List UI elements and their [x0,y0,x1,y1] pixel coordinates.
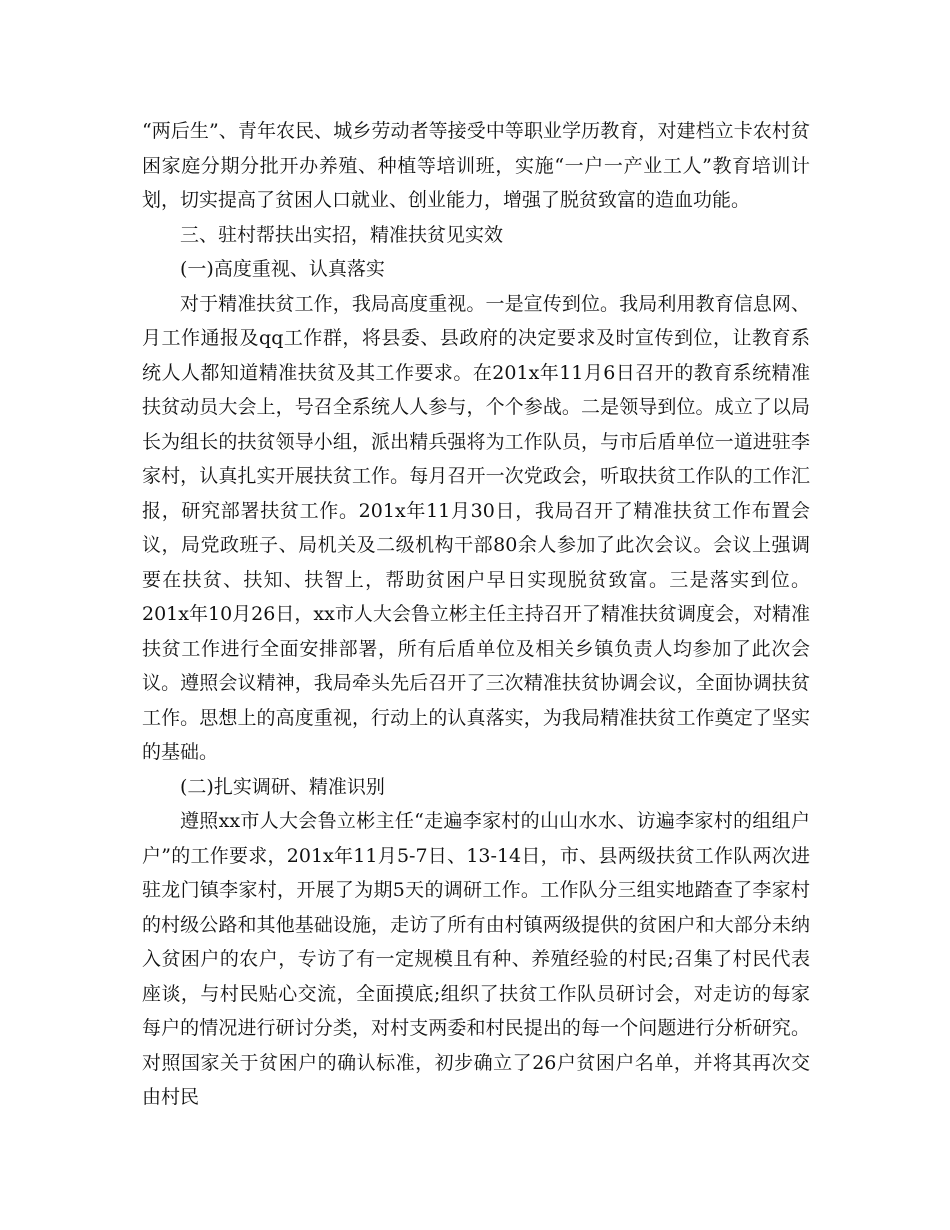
section-heading: 三、驻村帮扶出实招，精准扶贫见实效 [180,223,504,246]
paragraph-continued: “两后生”、青年农民、城乡劳动者等接受中等职业学历教育，对建档立卡农村贫困家庭分期分批开办养殖、种植等培训班，实施“一户一产业工人”教育培训计划，切实提高了贫困人口就业、创业能力，增强了脱贫致富的造血功能。 [142,120,810,211]
sub-heading-1: (一)高度重视、认真落实 [180,258,385,280]
sub-heading-2: (二)扎实调研、精准识别 [180,775,385,798]
paragraph-body-1: 对于精准扶贫工作，我局高度重视。一是宣传到位。我局利用教育信息网、月工作通报及qq工作群，将县委、县政府的决定要求及时宣传到位，让教育系统人人都知道精准扶贫及其工作要求。在201x年11月6日召开的教育系统精准扶贫动员大会上，号召全系统人人参与，个个参战。二是领导到位。成立了以局长为组长的扶贫领导小组，派出精兵强将为工作队员，与市后盾单位一道进驻李家村，认真扎实开展扶贫工作。每月召开一次党政会，听取扶贫工作队的工作汇报，研究部署扶贫工作。201x年11月30日，我局召开了精准扶贫工作布置会议，局党政班子、局机关及二级机构干部80余人参加了此次会议。会议上强调要在扶贫、扶知、扶智上，帮助贫困户早日实现脱贫致富。三是落实到位。201x年10月26日，xx市人大会鲁立彬主任主持召开了精准扶贫调度会，对精准扶贫工作进行全面安排部署，所有后盾单位及相关乡镇负责人均参加了此次会议。遵照会议精神，我局牵头先后召开了三次精准扶贫协调会议，全面协调扶贫工作。思想上的高度重视，行动上的认真落实，为我局精准扶贫工作奠定了坚实的基础。 [142,292,810,763]
document-body [142,114,810,1115]
paragraph-body-2: 遵照xx市人大会鲁立彬主任“走遍李家村的山山水水、访遍李家村的组组户户”的工作要求，201x年11月5-7日、13-14日，市、县两级扶贫工作队两次进驻龙门镇李家村，开展了为期5天的调研工作。工作队分三组实地踏查了李家村的村级公路和其他基础设施，走访了所有由村镇两级提供的贫困户和大部分未纳入贫困户的农户，专访了有一定规模且有种、养殖经验的村民;召集了村民代表座谈，与村民贴心交流，全面摸底;组织了扶贫工作队员研讨会，对走访的每家每户的情况进行研讨分类，对村支两委和村民提出的每一个问题进行分析研究。对照国家关于贫困户的确认标准，初步确立了26户贫困户名单，并将其再次交由村民 [142,810,810,1108]
